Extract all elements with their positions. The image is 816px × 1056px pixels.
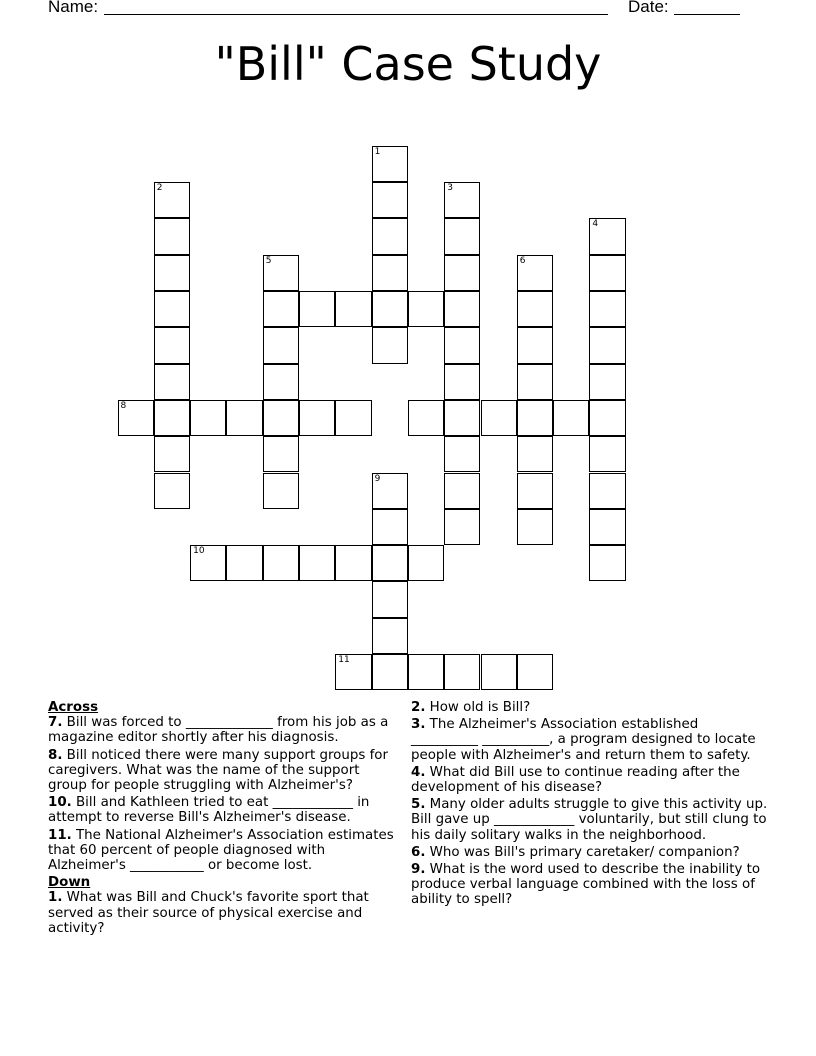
clue-number: 8 — [120, 400, 127, 411]
crossword-cell[interactable] — [481, 654, 517, 690]
crossword-cell[interactable] — [263, 291, 299, 327]
across-clue: 7. Bill was forced to _____________ from his job as a magazine editor shortly after his diagnosis. — [48, 715, 389, 746]
clues-right-column — [411, 700, 769, 910]
crossword-cell[interactable] — [517, 509, 553, 545]
crossword-cell[interactable] — [589, 545, 625, 581]
crossword-cell[interactable] — [444, 327, 480, 363]
crossword-cell-2[interactable] — [154, 182, 190, 218]
crossword-cell[interactable] — [408, 654, 444, 690]
crossword-cell[interactable] — [444, 400, 480, 436]
crossword-cell[interactable] — [263, 436, 299, 472]
date-label: Date: — [628, 0, 669, 16]
crossword-cell-5[interactable] — [263, 255, 299, 291]
crossword-cell[interactable] — [589, 509, 625, 545]
crossword-cell[interactable] — [444, 509, 480, 545]
crossword-cell-1[interactable] — [372, 146, 408, 182]
crossword-cell[interactable] — [372, 545, 408, 581]
crossword-cell[interactable] — [408, 400, 444, 436]
crossword-cell[interactable] — [589, 364, 625, 400]
crossword-cell[interactable] — [154, 400, 190, 436]
crossword-cell-3[interactable] — [444, 182, 480, 218]
clue-number: 3 — [447, 183, 453, 194]
crossword-cell[interactable] — [154, 218, 190, 254]
crossword-cell[interactable] — [517, 364, 553, 400]
crossword-cell[interactable] — [372, 327, 408, 363]
crossword-cell[interactable] — [226, 400, 262, 436]
clue-number: 1 — [374, 146, 381, 157]
crossword-cell[interactable] — [444, 291, 480, 327]
down-clue: 9. What is the word used to describe the inability to produce verbal language combined with the loss of ability to spell? — [411, 862, 761, 908]
crossword-cell-6[interactable] — [517, 255, 553, 291]
crossword-cell[interactable] — [589, 400, 625, 436]
crossword-cell[interactable] — [444, 255, 480, 291]
crossword-cell-9[interactable] — [372, 473, 408, 509]
crossword-cell[interactable] — [335, 291, 371, 327]
crossword-cell[interactable] — [517, 291, 553, 327]
crossword-cell[interactable] — [263, 364, 299, 400]
crossword-cell-11[interactable] — [335, 654, 371, 690]
crossword-cell[interactable] — [589, 291, 625, 327]
crossword-cell[interactable] — [299, 400, 335, 436]
crossword-cell[interactable] — [299, 291, 335, 327]
crossword-cell[interactable] — [517, 436, 553, 472]
crossword-cell[interactable] — [335, 400, 371, 436]
across-clue: 8. Bill noticed there were many support groups for caregivers. What was the name of the support group for people struggling with Alzheimer's? — [48, 747, 388, 794]
crossword-cell[interactable] — [154, 255, 190, 291]
crossword-cell[interactable] — [517, 473, 553, 509]
crossword-cell[interactable] — [226, 545, 262, 581]
crossword-cell[interactable] — [263, 473, 299, 509]
crossword-cell[interactable] — [335, 545, 371, 581]
down-clue: 2. How old is Bill? — [411, 700, 531, 715]
crossword-cell[interactable] — [589, 255, 625, 291]
down-clue: 1. What was Bill and Chuck's favorite sport that served as their source of physical exercise and activity? — [48, 890, 369, 936]
clue-number: 10 — [193, 546, 205, 557]
crossword-cell[interactable] — [154, 473, 190, 509]
crossword-cell[interactable] — [154, 291, 190, 327]
down-heading: Down — [48, 875, 91, 891]
crossword-cell[interactable] — [299, 545, 335, 581]
crossword-cell[interactable] — [444, 473, 480, 509]
crossword-cell[interactable] — [263, 400, 299, 436]
down-clue: 6. Who was Bill's primary caretaker/ companion? — [411, 844, 740, 860]
crossword-cell[interactable] — [589, 327, 625, 363]
crossword-cell[interactable] — [589, 473, 625, 509]
crossword-cell[interactable] — [517, 654, 553, 690]
clues-left-column — [48, 700, 398, 938]
crossword-cell[interactable] — [372, 218, 408, 254]
crossword-cell[interactable] — [190, 400, 226, 436]
crossword-cell-8[interactable] — [118, 400, 154, 436]
down-clue: 3. The Alzheimer's Association established __________ __________, a program designed to locate people with Alzheimer's and return them to safety. — [411, 717, 756, 763]
crossword-cell[interactable] — [589, 436, 625, 472]
crossword-cell[interactable] — [444, 654, 480, 690]
clue-number: 9 — [374, 473, 381, 484]
clue-number: 2 — [156, 183, 163, 194]
crossword-cell[interactable] — [372, 581, 408, 617]
page-title: "Bill" Case Study — [214, 37, 602, 91]
crossword-cell-10[interactable] — [190, 545, 226, 581]
crossword-cell[interactable] — [372, 182, 408, 218]
crossword-cell[interactable] — [154, 327, 190, 363]
crossword-cell-4[interactable] — [589, 218, 625, 254]
clue-number: 5 — [265, 255, 272, 266]
crossword-cell[interactable] — [481, 400, 517, 436]
crossword-cell[interactable] — [444, 436, 480, 472]
crossword-cell[interactable] — [372, 255, 408, 291]
crossword-cell[interactable] — [517, 400, 553, 436]
down-clue: 4. What did Bill use to continue reading after the development of his disease? — [411, 764, 740, 796]
name-label: Name: — [48, 0, 99, 16]
crossword-cell[interactable] — [444, 364, 480, 400]
crossword-cell[interactable] — [263, 327, 299, 363]
across-heading: Across — [48, 700, 99, 715]
crossword-cell[interactable] — [372, 654, 408, 690]
down-clue: 5. Many older adults struggle to give this activity up. Bill gave up ____________ voluntarily, but still clung to his daily solitary walks in the neighborhood. — [411, 797, 768, 843]
crossword-cell[interactable] — [372, 291, 408, 327]
across-clue: 10. Bill and Kathleen tried to eat ____________ in attempt to reverse Bill's Alzheimer's disease. — [48, 795, 370, 826]
across-clue: 11. The National Alzheimer's Association estimates that 60 percent of people diagnosed with Alzheimer's ___________ or become lost. — [48, 827, 394, 874]
clue-number: 4 — [592, 219, 599, 230]
crossword-cell[interactable] — [372, 618, 408, 654]
crossword-cell[interactable] — [517, 327, 553, 363]
crossword-cell[interactable] — [372, 509, 408, 545]
crossword-cell[interactable] — [154, 364, 190, 400]
crossword-cell[interactable] — [408, 545, 444, 581]
crossword-cell[interactable] — [154, 436, 190, 472]
crossword-cell[interactable] — [263, 545, 299, 581]
clue-number: 11 — [338, 655, 350, 665]
crossword-cell[interactable] — [444, 218, 480, 254]
crossword-cell[interactable] — [408, 291, 444, 327]
clue-number: 6 — [519, 255, 526, 266]
crossword-cell[interactable] — [553, 400, 589, 436]
